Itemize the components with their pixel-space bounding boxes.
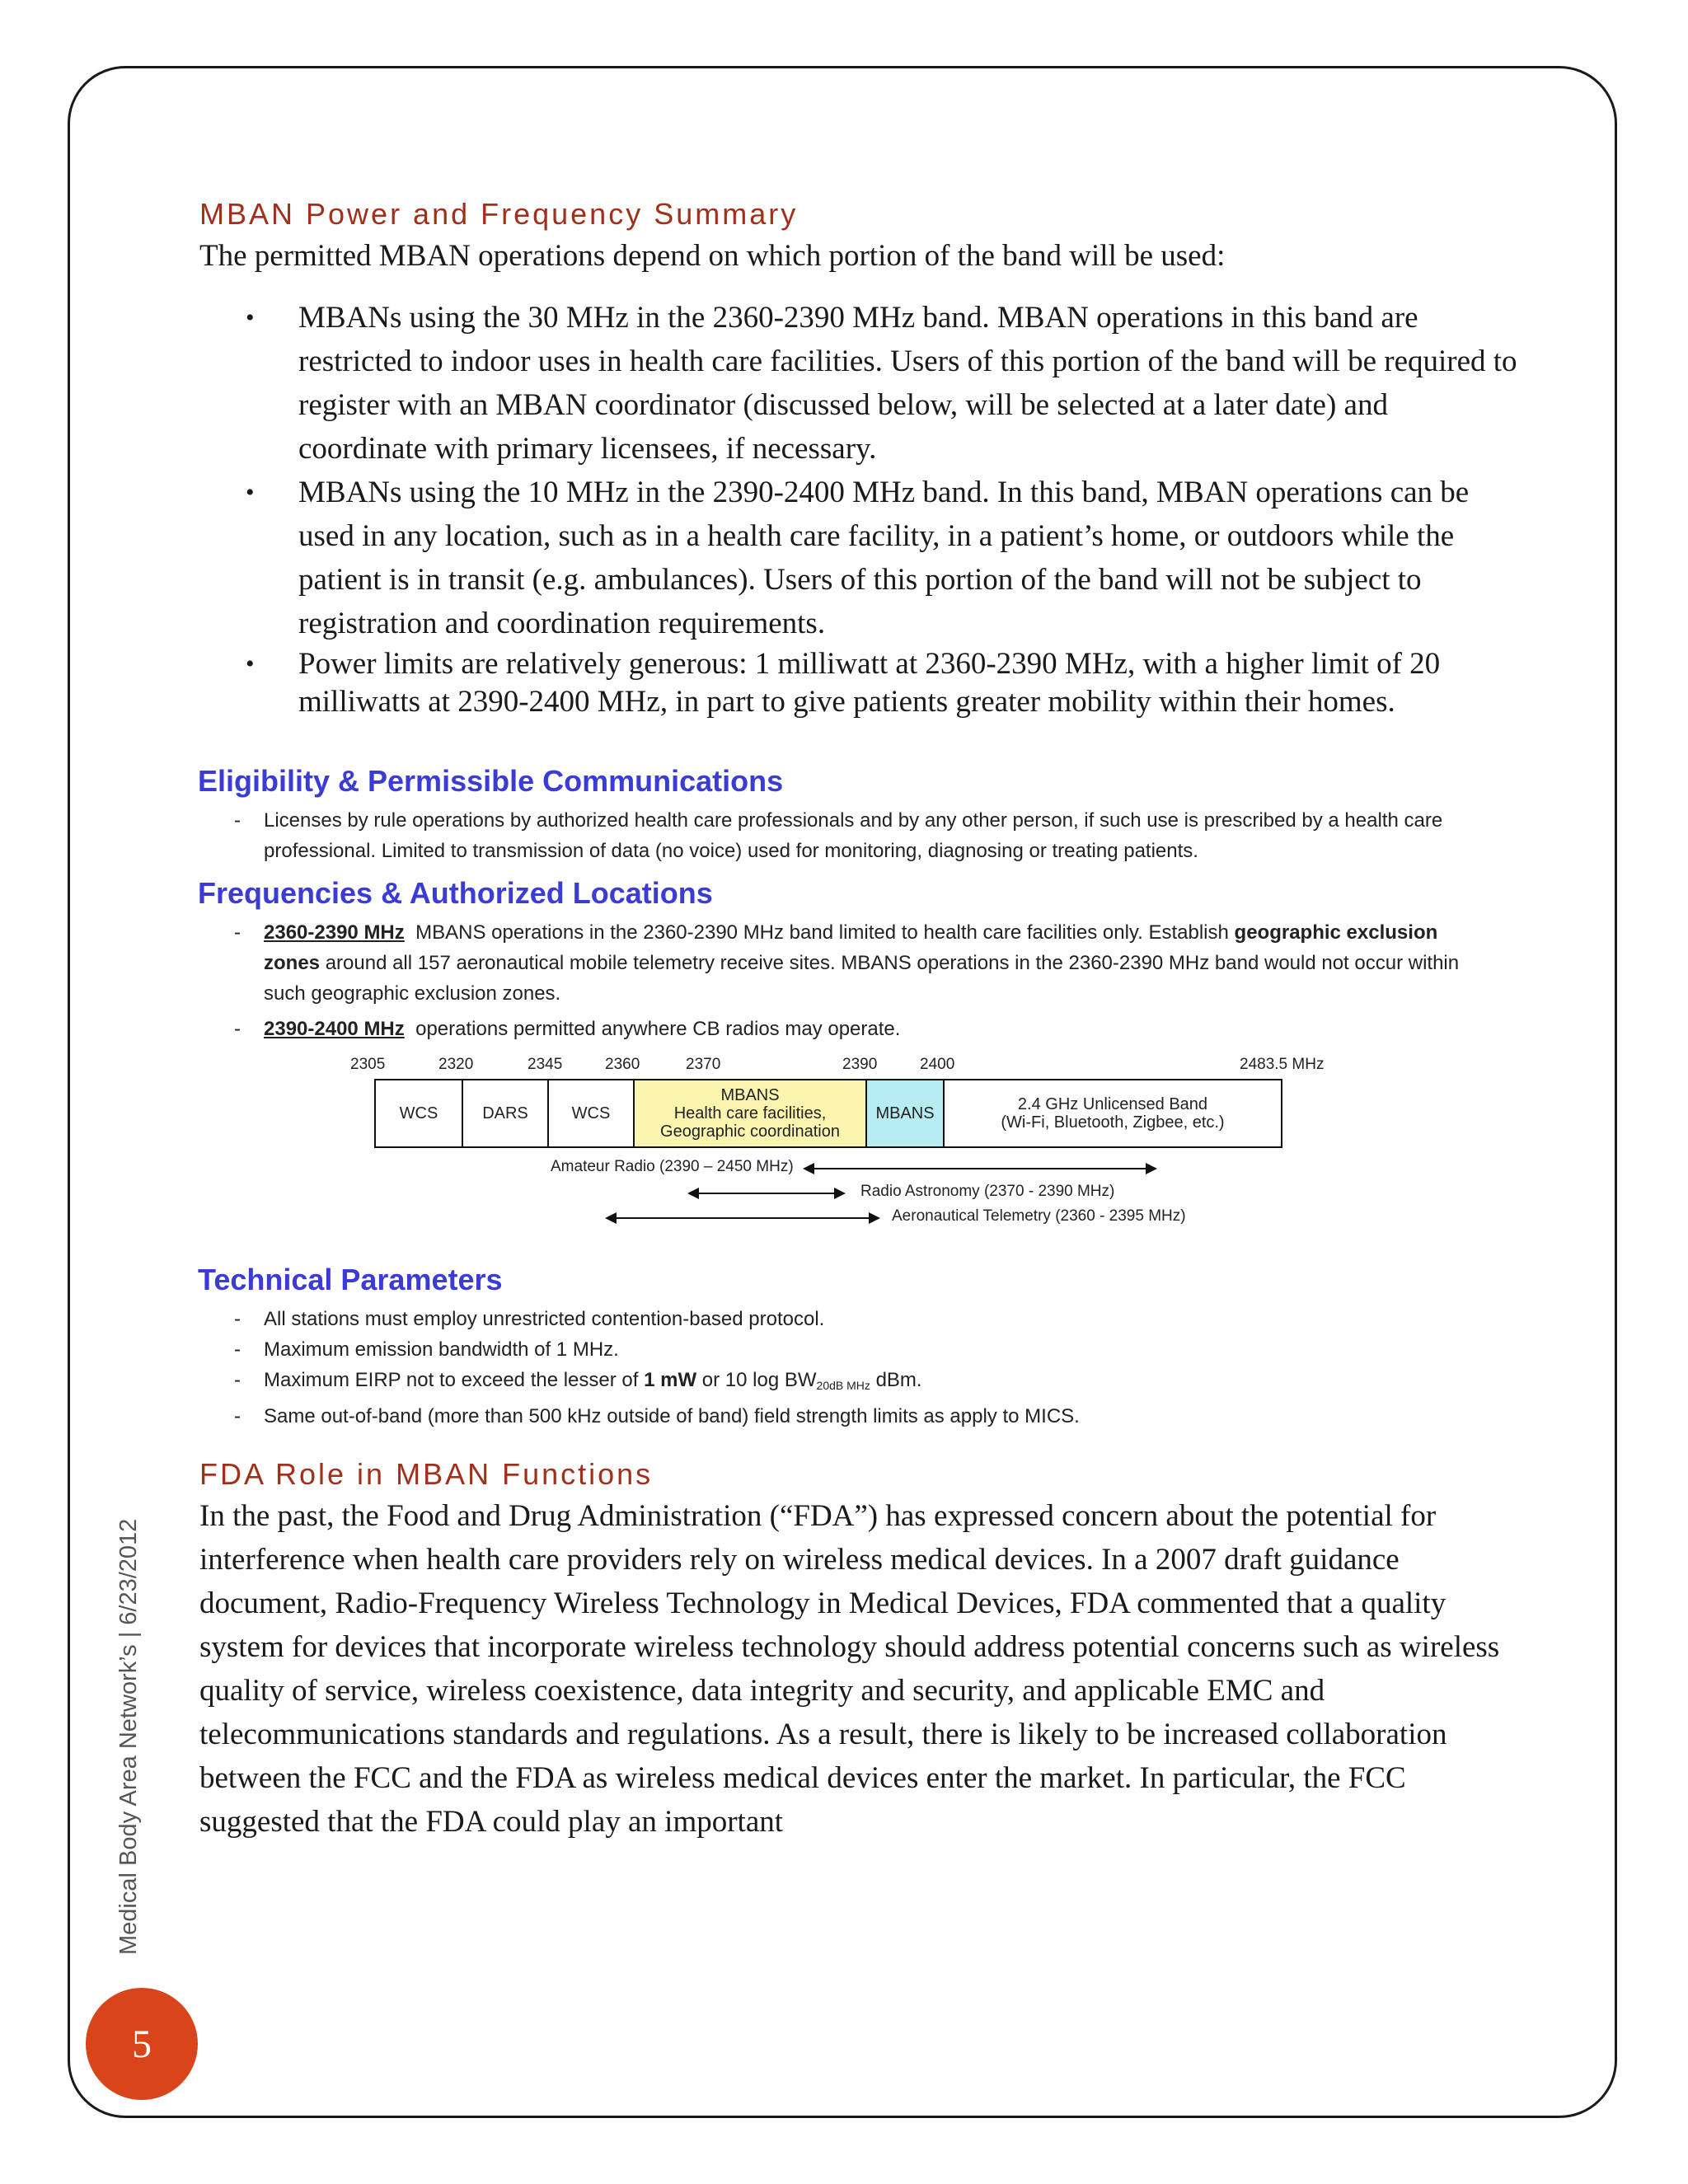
bullet-icon: • xyxy=(246,304,255,331)
arrow-amateur-radio xyxy=(804,1168,1156,1169)
arrow-radio-astronomy xyxy=(689,1193,844,1194)
section-heading-fda: FDA Role in MBAN Functions xyxy=(199,1457,654,1491)
intro-paragraph: The permitted MBAN operations depend on which portion of the band will be used: xyxy=(199,239,1226,273)
band-dars: DARS xyxy=(463,1080,549,1146)
page-number-badge: 5 xyxy=(86,1988,198,2100)
eligibility-list xyxy=(198,805,1492,866)
list-item: - 2390-2400 MHz operations permitted anywhere CB radios may operate. xyxy=(234,1018,901,1040)
list-item: - All stations must employ unrestricted contention-based protocol. xyxy=(234,1308,825,1330)
list-item: - Maximum EIRP not to exceed the lesser of 1 mW or 10 $\log BW_{20dB MHz}$ dBm. xyxy=(234,1369,922,1392)
arrow-label-astronomy: Radio Astronomy (2370 - 2390 MHz) xyxy=(860,1183,1115,1200)
arrow-label-amateur: Amateur Radio (2390 – 2450 MHz) xyxy=(551,1158,794,1175)
tick-label: 2305 xyxy=(350,1056,386,1073)
tick-label: 2390 xyxy=(842,1056,878,1073)
bullet-icon: • xyxy=(246,479,255,506)
slide-heading-technical: Technical Parameters xyxy=(198,1263,503,1296)
list-item: - Same out-of-band (more than 500 kHz outside of band) field strength limits as apply to MICS. xyxy=(234,1405,1080,1427)
slide-heading-eligibility: Eligibility & Permissible Communications xyxy=(198,764,784,798)
band-unlicensed: 2.4 GHz Unlicensed Band (Wi-Fi, Bluetooth, Zigbee, etc.) xyxy=(1001,1095,1225,1132)
band-mbans-coordinated: MBANS Health care facilities, Geographic coordination xyxy=(635,1080,867,1146)
tick-label: 2483.5 MHz xyxy=(1240,1056,1325,1073)
embedded-slide-image xyxy=(198,762,1492,1432)
band-wcs-2: WCS xyxy=(549,1080,635,1146)
tick-label: 2370 xyxy=(686,1056,721,1073)
page-content xyxy=(199,194,1518,1844)
arrow-label-telemetry: Aeronautical Telemetry (2360 - 2395 MHz) xyxy=(892,1207,1186,1225)
tick-label: 2400 xyxy=(920,1056,955,1073)
tick-label: 2320 xyxy=(438,1056,474,1073)
bullet-list xyxy=(199,296,1518,721)
bullet-icon: • xyxy=(246,650,255,677)
tick-label: 2360 xyxy=(605,1056,640,1073)
band-wcs-1: WCS xyxy=(376,1080,463,1146)
list-item: - Maximum emission bandwidth of 1 MHz. xyxy=(234,1338,619,1361)
list-item: - 2360-2390 MHz MBANS operations in the 2360-2390 MHz band limited to health care facilities only. Establish geographic exclusion zones around all 157 aeronautical mobile telemetry receive sites. MBANS operations in the 2360-2390 MHz band would not occur within such geographic exclusion zones. xyxy=(234,921,1460,1005)
list-item: • MBANs using the 10 MHz in the 2390-2400 MHz band. In this band, MBAN operations can be used in any location, such as in a health care facility, in a patient’s home, or outdoors while the patient is in transit (e.g. ambulances). Users of this portion of the band will not be subject to registration and coordination requirements. xyxy=(199,471,1518,645)
technical-list xyxy=(198,1304,1492,1432)
arrow-aeronautical-telemetry xyxy=(607,1217,879,1219)
band-plan-diagram xyxy=(198,1056,1492,1249)
band-row xyxy=(374,1079,1282,1148)
list-item: - Licenses by rule operations by authorized health care professionals and by any other person, if such use is prescribed by a health care professional. Limited to transmission of data (no voice) used for monitoring, diagnosing or treating patients. xyxy=(234,809,1443,862)
section-heading-power: MBAN Power and Frequency Summary xyxy=(199,197,799,231)
list-item: • MBANs using the 30 MHz in the 2360-2390 MHz band. MBAN operations in this band are restricted to indoor uses in health care facilities. Users of this portion of the band will be required to register with an MBAN coordinator (discussed below, will be selected at a later date) and coordinate with primary licensees, if necessary. xyxy=(199,296,1518,471)
band-mbans: MBANS xyxy=(867,1080,945,1146)
tick-label: 2345 xyxy=(528,1056,563,1073)
sidebar-footer-text: Medical Body Area Network’s | 6/23/2012 xyxy=(115,1518,142,1955)
fda-paragraph: In the past, the Food and Drug Administration (“FDA”) has expressed concern about the potential for interference when health care providers rely on wireless medical devices. In a 2007 draft guidance document, Radio-Frequency Wireless Technology in Medical Devices, FDA commented that a quality system for devices that incorporate wireless technology should address potential concerns such as wireless quality of service, wireless coexistence, data integrity and security, and applicable EMC and telecommunications standards and regulations. As a result, there is likely to be increased collaboration between the FCC and the FDA as wireless medical devices enter the market. In particular, the FCC suggested that the FDA could play an important xyxy=(199,1499,1500,1839)
slide-heading-frequencies: Frequencies & Authorized Locations xyxy=(198,876,713,910)
list-item: • Power limits are relatively generous: 1 milliwatt at 2360-2390 MHz, with a higher limit of 20 milliwatts at 2390-2400 MHz, in part to give patients greater mobility within their homes. xyxy=(246,647,1441,719)
frequencies-list xyxy=(198,917,1492,1044)
